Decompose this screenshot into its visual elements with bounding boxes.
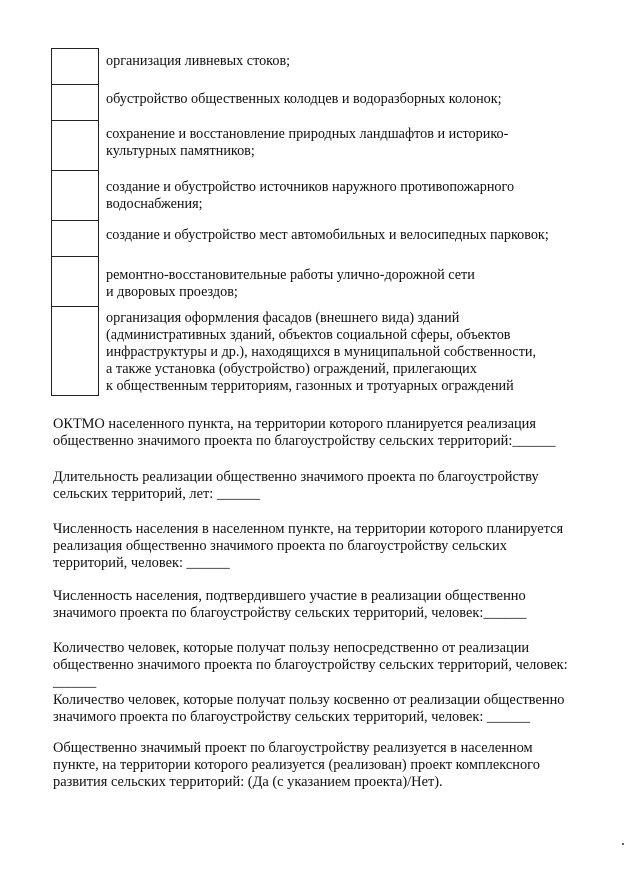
checkbox-cell[interactable]	[51, 170, 99, 220]
oktmo-field: ОКТМО населенного пункта, на территории которого планируется реализация общественно значимого проекта по благоустройству сельских территорий:______	[53, 416, 556, 449]
checklist-item-label: создание и обустройство мест автомобильных и велосипедных парковок;	[106, 227, 549, 243]
population-field: Численность населения в населенном пункте, на территории которого планируется реализация общественно значимого проекта по благоустройству сельских территорий, человек: ______	[53, 521, 564, 571]
participants-field: Численность населения, подтвердившего участие в реализации общественно значимого проекта по благоустройству сельских территорий, человек:______	[53, 588, 527, 621]
checklist-item-label: организация ливневых стоков;	[106, 53, 291, 69]
checklist-row	[51, 48, 591, 84]
checklist-row	[51, 120, 591, 170]
measures-checklist	[51, 48, 591, 396]
checklist-item-label: сохранение и восстановление природных ландшафтов и историко- культурных памятников;	[106, 126, 509, 159]
direct-benefit-field: Количество человек, которые получат пользу непосредственно от реализации общественно значимого проекта по благоустройству сельских территорий, человек: ______	[53, 640, 568, 690]
complex-development-field: Общественно значимый проект по благоустройству реализуется в населенном пункте, на территории которого реализуется (реализован) проект комплексного развития сельских территорий: (Да (с указанием проекта)/Нет).	[53, 740, 540, 790]
checklist-row	[51, 170, 591, 220]
checklist-item-label: организация оформления фасадов (внешнего вида) зданий (административных зданий, объектов социальной сферы, объектов инфраструктуры и др.), находящихся в муниципальной собственности, а также установка (обустройство) ограждений, прилегающих к общественным территориям, газонных и тротуарных ограждений	[106, 310, 537, 394]
checklist-row	[51, 256, 591, 306]
checkbox-cell[interactable]	[51, 120, 99, 170]
checkbox-cell[interactable]	[51, 306, 99, 396]
checkbox-cell[interactable]	[51, 48, 99, 84]
checklist-item-label: ремонтно-восстановительные работы улично-дорожной сети и дворовых проездов;	[106, 267, 475, 300]
checkbox-cell[interactable]	[51, 220, 99, 256]
indirect-benefit-field: Количество человек, которые получат пользу косвенно от реализации общественно значимого проекта по благоустройству сельских территорий, человек: ______	[53, 692, 565, 725]
checklist-item-label: создание и обустройство источников наружного противопожарного водоснабжения;	[106, 179, 515, 212]
checkbox-cell[interactable]	[51, 84, 99, 120]
scan-speck	[622, 843, 624, 845]
duration-field: Длительность реализации общественно значимого проекта по благоустройству сельских территорий, лет: ______	[53, 469, 539, 502]
checklist-item-label: обустройство общественных колодцев и водоразборных колонок;	[106, 91, 502, 107]
checklist-row	[51, 84, 591, 120]
checklist-row	[51, 306, 591, 396]
checklist-row	[51, 220, 591, 256]
checkbox-cell[interactable]	[51, 256, 99, 306]
